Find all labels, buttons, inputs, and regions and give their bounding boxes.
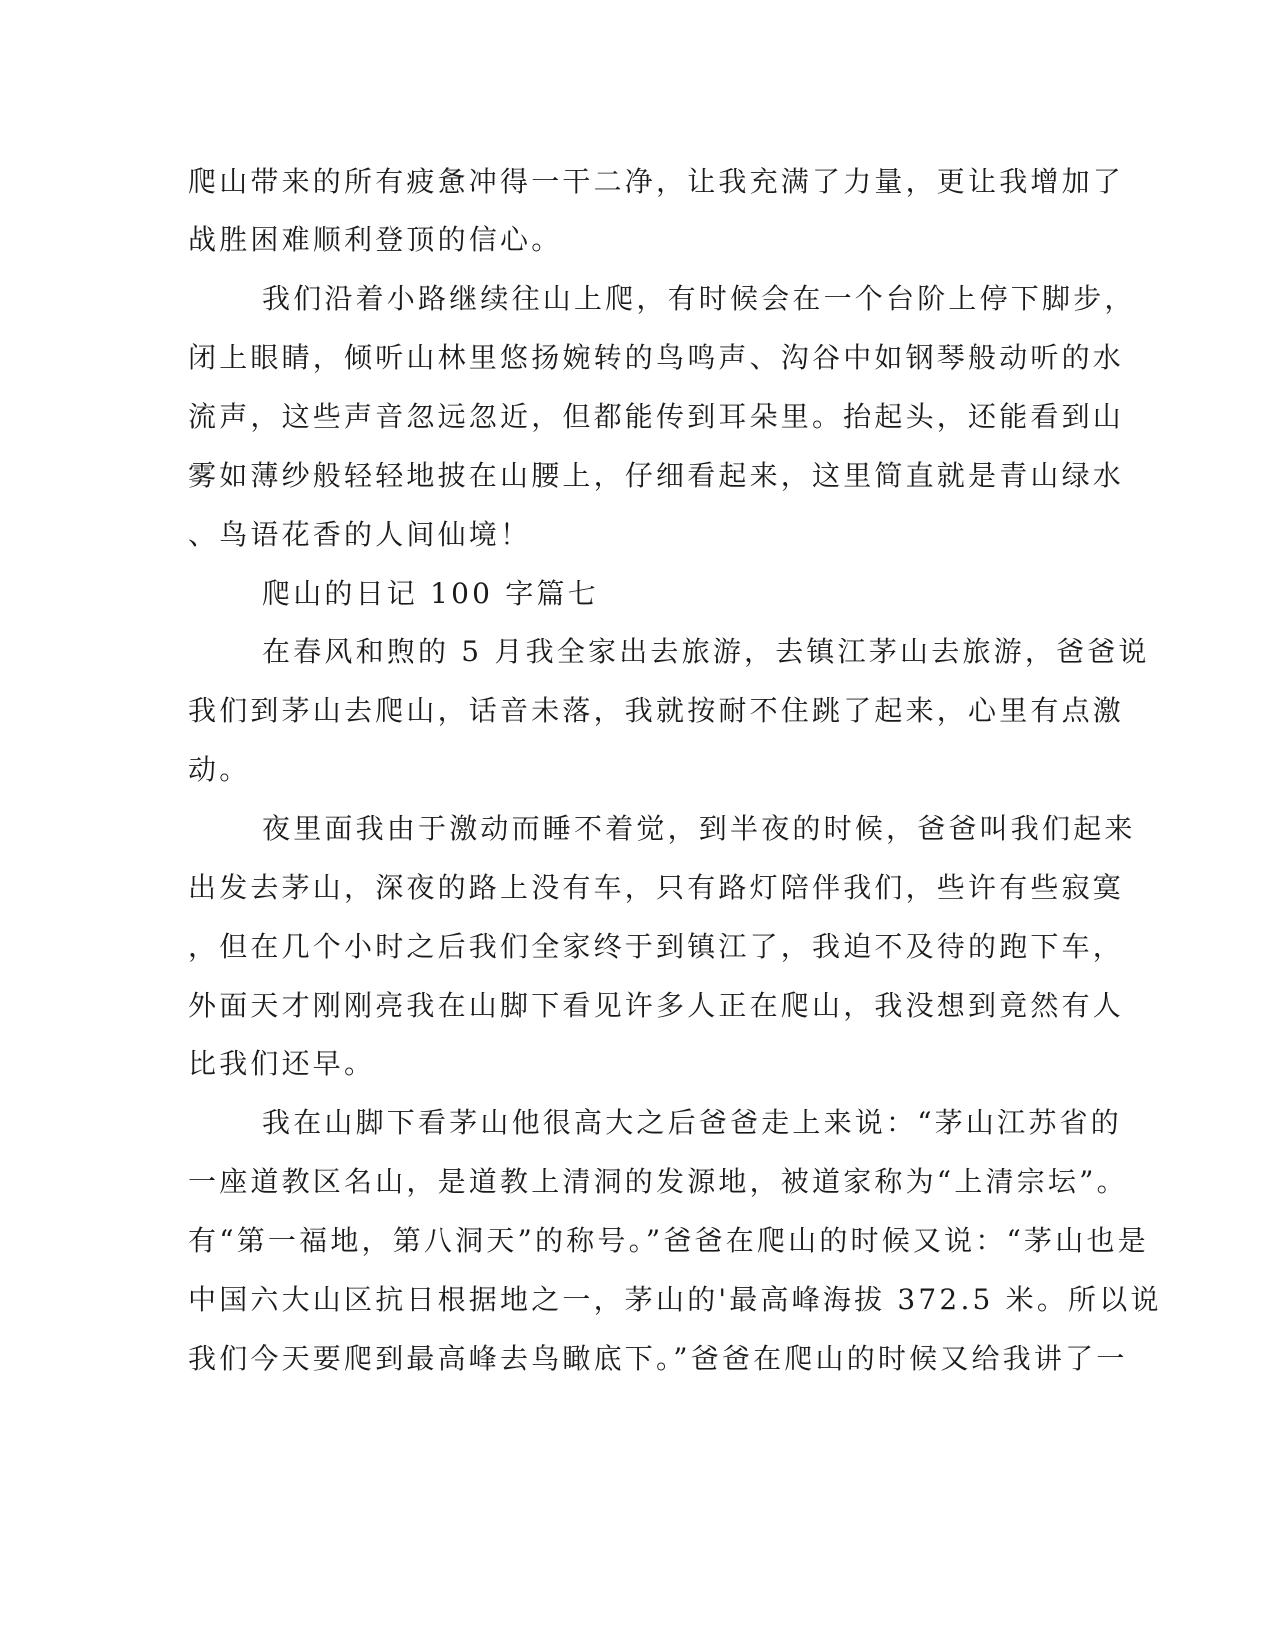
text-line: 、鸟语花香的人间仙境！ bbox=[188, 518, 532, 551]
text-line: 动。 bbox=[188, 753, 251, 786]
text-line: 闭上眼睛，倾听山林里悠扬婉转的鸟鸣声、沟谷中如钢琴般动听的水 bbox=[188, 341, 1125, 374]
text-line: 一座道教区名山，是道教上清洞的发源地，被道家称为“上清宗坛”。 bbox=[188, 1165, 1128, 1198]
text-line: 流声，这些声音忽远忽近，但都能传到耳朵里。抬起头，还能看到山 bbox=[188, 400, 1125, 433]
text-line: ，但在几个小时之后我们全家终于到镇江了，我迫不及待的跑下车， bbox=[188, 930, 1125, 963]
text-line: 爬山带来的所有疲惫冲得一干二净，让我充满了力量，更让我增加了 bbox=[188, 165, 1125, 198]
text-line: 比我们还早。 bbox=[188, 1047, 376, 1080]
text-line: 雾如薄纱般轻轻地披在山腰上，仔细看起来，这里简直就是青山绿水 bbox=[188, 459, 1125, 492]
text-line: 有“第一福地，第八洞天”的称号。”爸爸在爬山的时候又说：“茅山也是 bbox=[188, 1224, 1149, 1257]
paragraph-first-line: 夜里面我由于激动而睡不着觉，到半夜的时候，爸爸叫我们起来 bbox=[262, 812, 1136, 845]
paragraph-first-line: 在春风和煦的 5 月我全家出去旅游，去镇江茅山去旅游，爸爸说 bbox=[262, 635, 1150, 668]
text-line: 战胜困难顺利登顶的信心。 bbox=[188, 223, 563, 256]
section-heading: 爬山的日记 100 字篇七 bbox=[262, 577, 599, 610]
text-line: 我们到茅山去爬山，话音未落，我就按耐不住跳了起来，心里有点激 bbox=[188, 694, 1125, 727]
text-line: 外面天才刚刚亮我在山脚下看见许多人正在爬山，我没想到竟然有人 bbox=[188, 989, 1125, 1022]
paragraph-first-line: 我们沿着小路继续往山上爬，有时候会在一个台阶上停下脚步， bbox=[262, 282, 1136, 315]
paragraph-first-line: 我在山脚下看茅山他很高大之后爸爸走上来说：“茅山江苏省的 bbox=[262, 1106, 1122, 1139]
text-line: 出发去茅山，深夜的路上没有车，只有路灯陪伴我们，些许有些寂寞 bbox=[188, 871, 1125, 904]
text-line: 我们今天要爬到最高峰去鸟瞰底下。”爸爸在爬山的时候又给我讲了一 bbox=[188, 1342, 1128, 1375]
text-line: 中国六大山区抗日根据地之一，茅山的'最高峰海拔 372.5 米。所以说 bbox=[188, 1283, 1162, 1316]
